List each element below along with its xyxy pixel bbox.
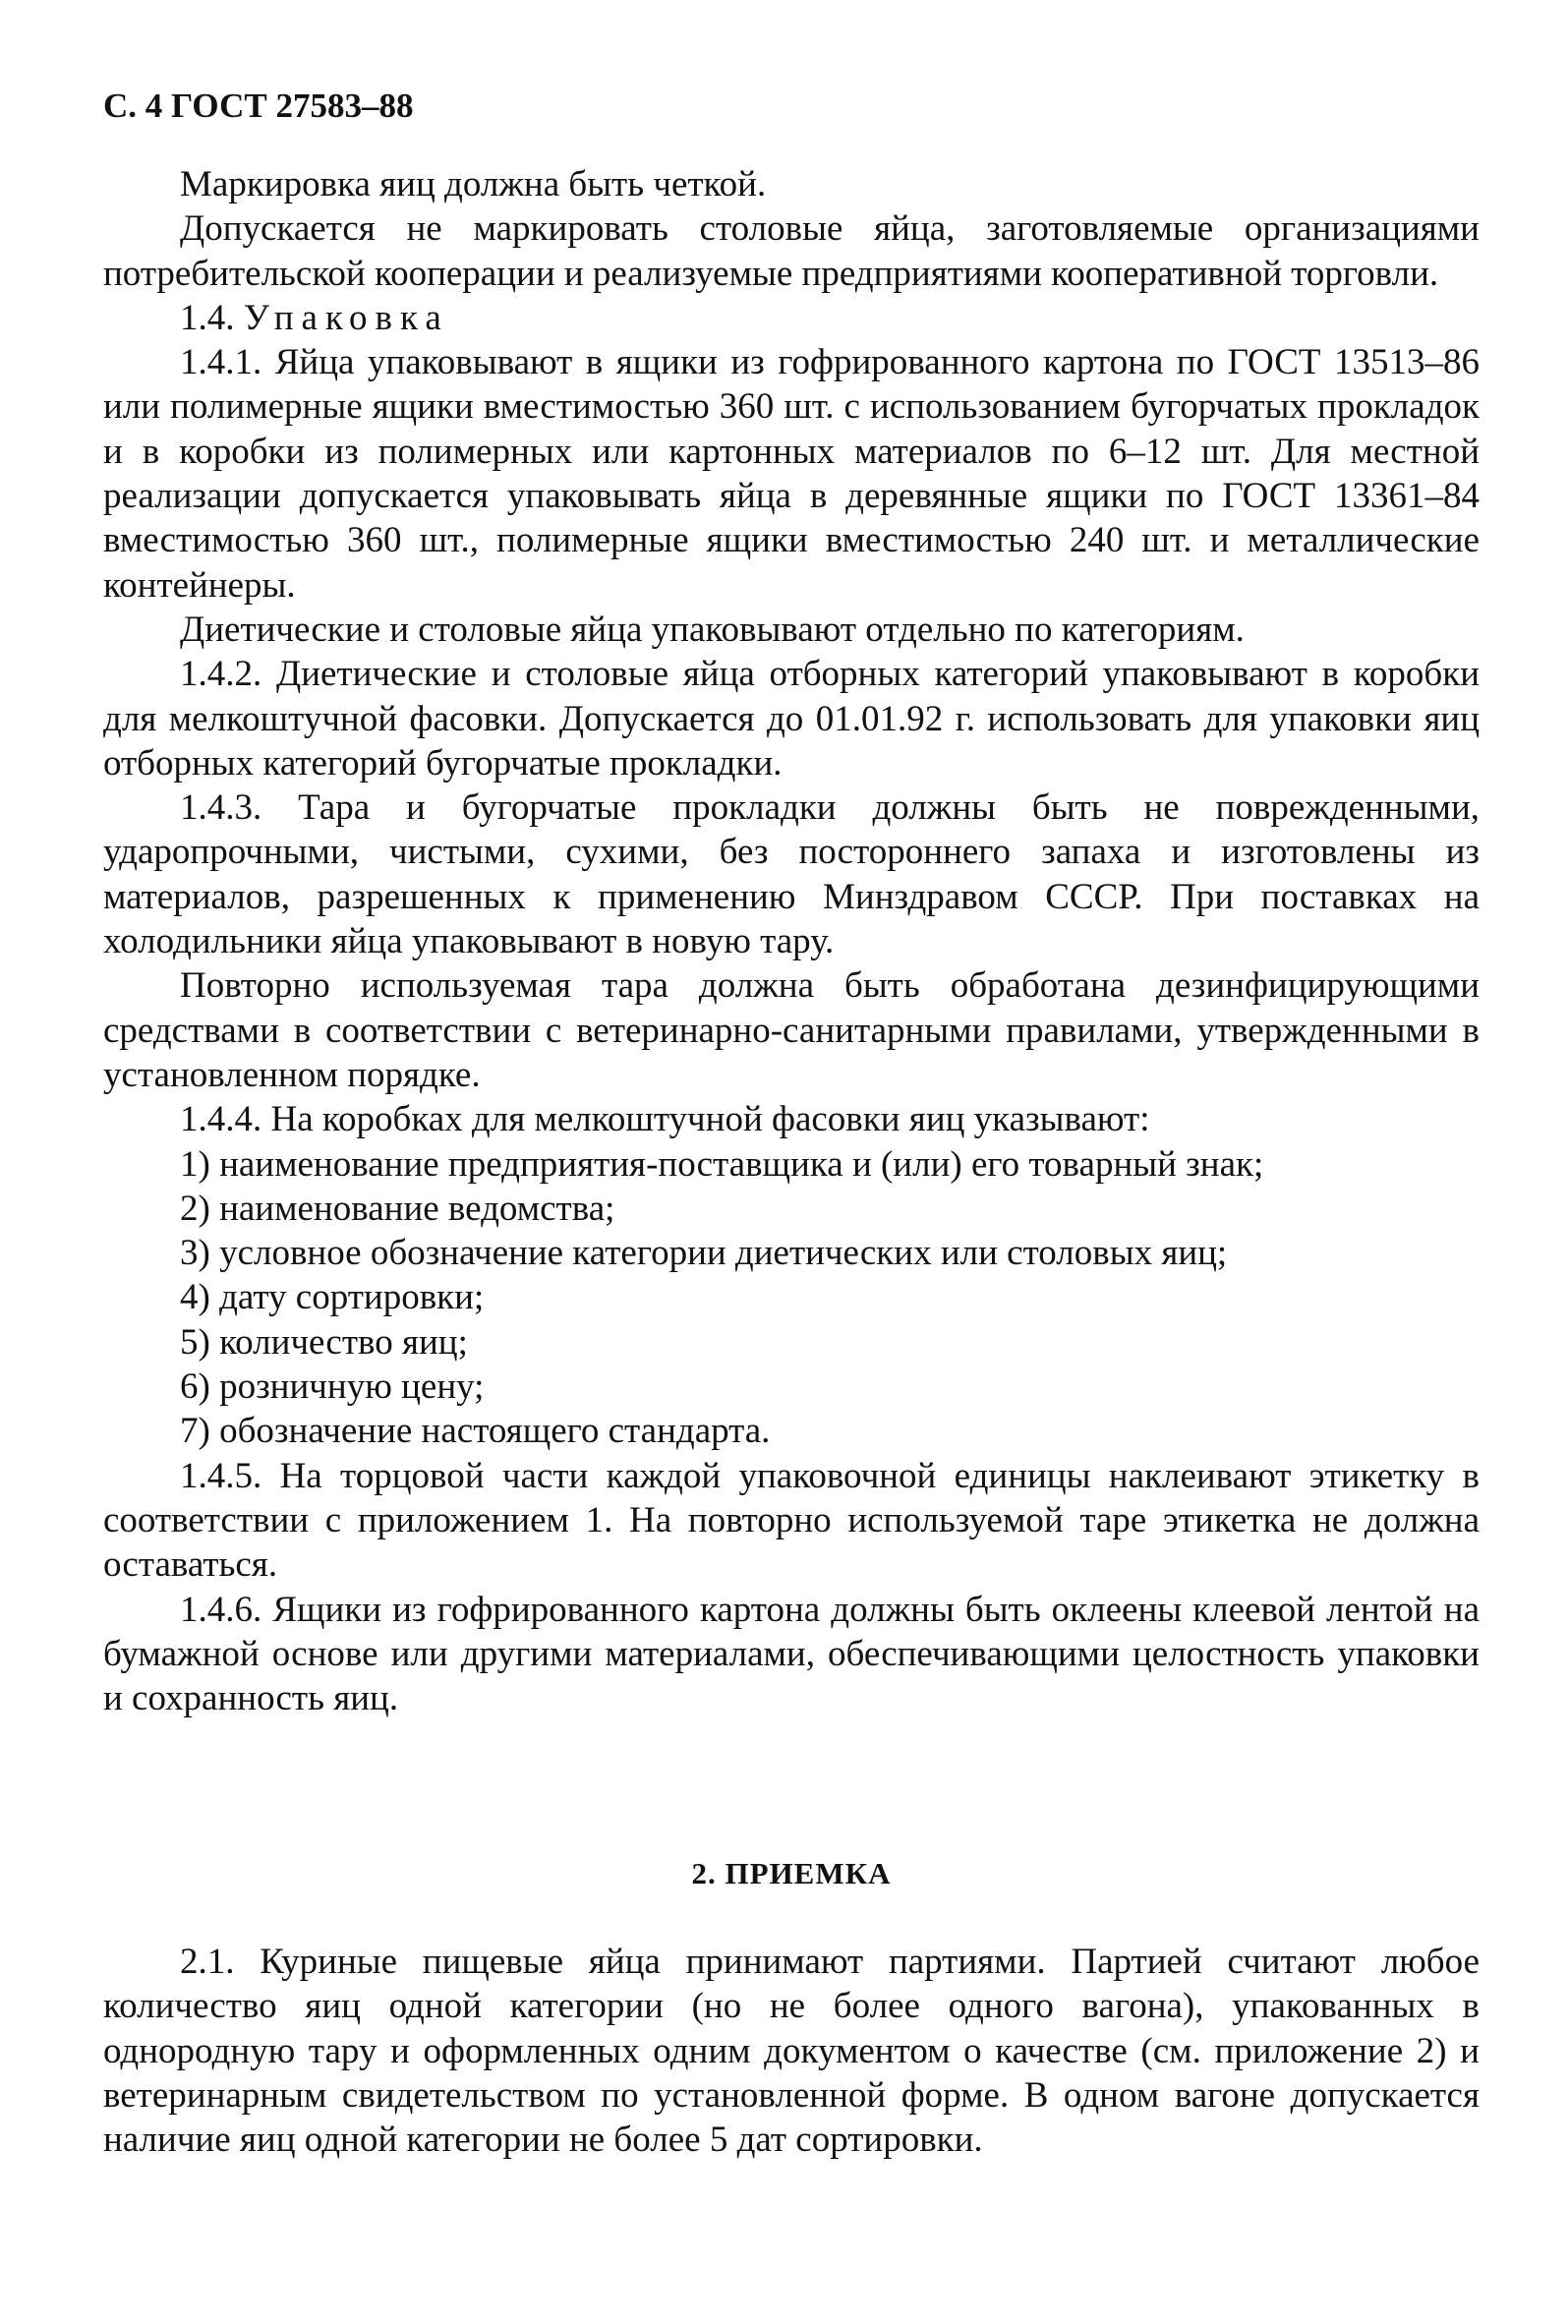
section-2-title: 2. ПРИЕМКА [691, 1856, 892, 1890]
paragraph: Повторно используемая тара должна быть обработана дезинфицирующими средствами в соответствии с ветеринарно-санитарными правилами, утвержденными в установленном порядке. [103, 965, 1480, 1095]
paragraph: Маркировка яиц должна быть четкой. [180, 164, 767, 204]
list-item: 1) наименование предприятия-поставщика и (или) его товарный знак; [180, 1143, 1264, 1185]
paragraph: 1.4.4. На коробках для мелкоштучной фасовки яиц указывают: [180, 1099, 1150, 1140]
list-item: 4) дату сортировки; [180, 1277, 485, 1318]
subsection-number: 1.4. [180, 297, 235, 338]
page-header: С. 4 ГОСТ 27583–88 [103, 87, 414, 125]
list-item: 2) наименование ведомства; [180, 1188, 615, 1229]
paragraph: 1.4.1. Яйца упаковывают в ящики из гофрированного картона по ГОСТ 13513–86 или полимерные ящики вместимостью 360 шт. с использованием бугорчатых прокладок и в коробки из полимерных или картонных материалов по 6–12 шт. Для местной реализации допускается упаковывать яйца в деревянные ящики по ГОСТ 13361–84 вместимостью 360 шт., полимерные ящики вместимостью 240 шт. и металлические контейнеры. [103, 342, 1480, 606]
list-item: 5) количество яиц; [180, 1321, 468, 1363]
paragraph: 2.1. Куриные пищевые яйца принимают партиями. Партией считают любое количество яиц одной категории (но не более одного вагона), упакованных в однородную тару и оформленных одним документом о качестве (см. приложение 2) и ветеринарным свидетельством по установленной форме. В одном вагоне допускается наличие яиц одной категории не более 5 дат сортировки. [103, 1942, 1480, 2161]
paragraph: Допускается не маркировать столовые яйца, заготовляемые организациями потребительской кооперации и реализуемые предприятиями кооперативной торговли. [103, 208, 1480, 294]
paragraph: 1.4.5. На торцовой части каждой упаковочной единицы наклеивают этикетку в соответствии с приложением 1. На повторно используемой таре этикетка не должна оставаться. [103, 1455, 1480, 1586]
paragraph: 1.4.6. Ящики из гофрированного картона должны быть оклеены клеевой лентой на бумажной основе или другими материалами, обеспечивающими целостность упаковки и сохранность яиц. [103, 1589, 1480, 1719]
subsection-heading [103, 296, 1480, 340]
list-item: 6) розничную цену; [180, 1366, 485, 1408]
paragraph: Диетические и столовые яйца упаковывают отдельно по категориям. [180, 609, 1245, 650]
paragraph: 1.4.3. Тара и бугорчатые прокладки должны быть не поврежденными, ударопрочными, чистыми, сухими, без постороннего запаха и изготовлены из материалов, разрешенных к применению Минздравом СССР. При поставках на холодильники яйца упаковывают в новую тару. [103, 787, 1480, 962]
section-2-body [103, 1940, 1480, 2162]
section-1-body [103, 162, 1480, 1720]
subsection-title: Упаковка [243, 297, 449, 338]
list-item: 3) условное обозначение категории диетических или столовых яиц; [180, 1233, 1228, 1274]
paragraph: 1.4.2. Диетические и столовые яйца отборных категорий упаковывают в коробки для мелкоштучной фасовки. Допускается до 01.01.92 г. использовать для упаковки яиц отборных категорий бугорчатые прокладки. [103, 654, 1480, 784]
list-item: 7) обозначение настоящего стандарта. [180, 1411, 771, 1452]
